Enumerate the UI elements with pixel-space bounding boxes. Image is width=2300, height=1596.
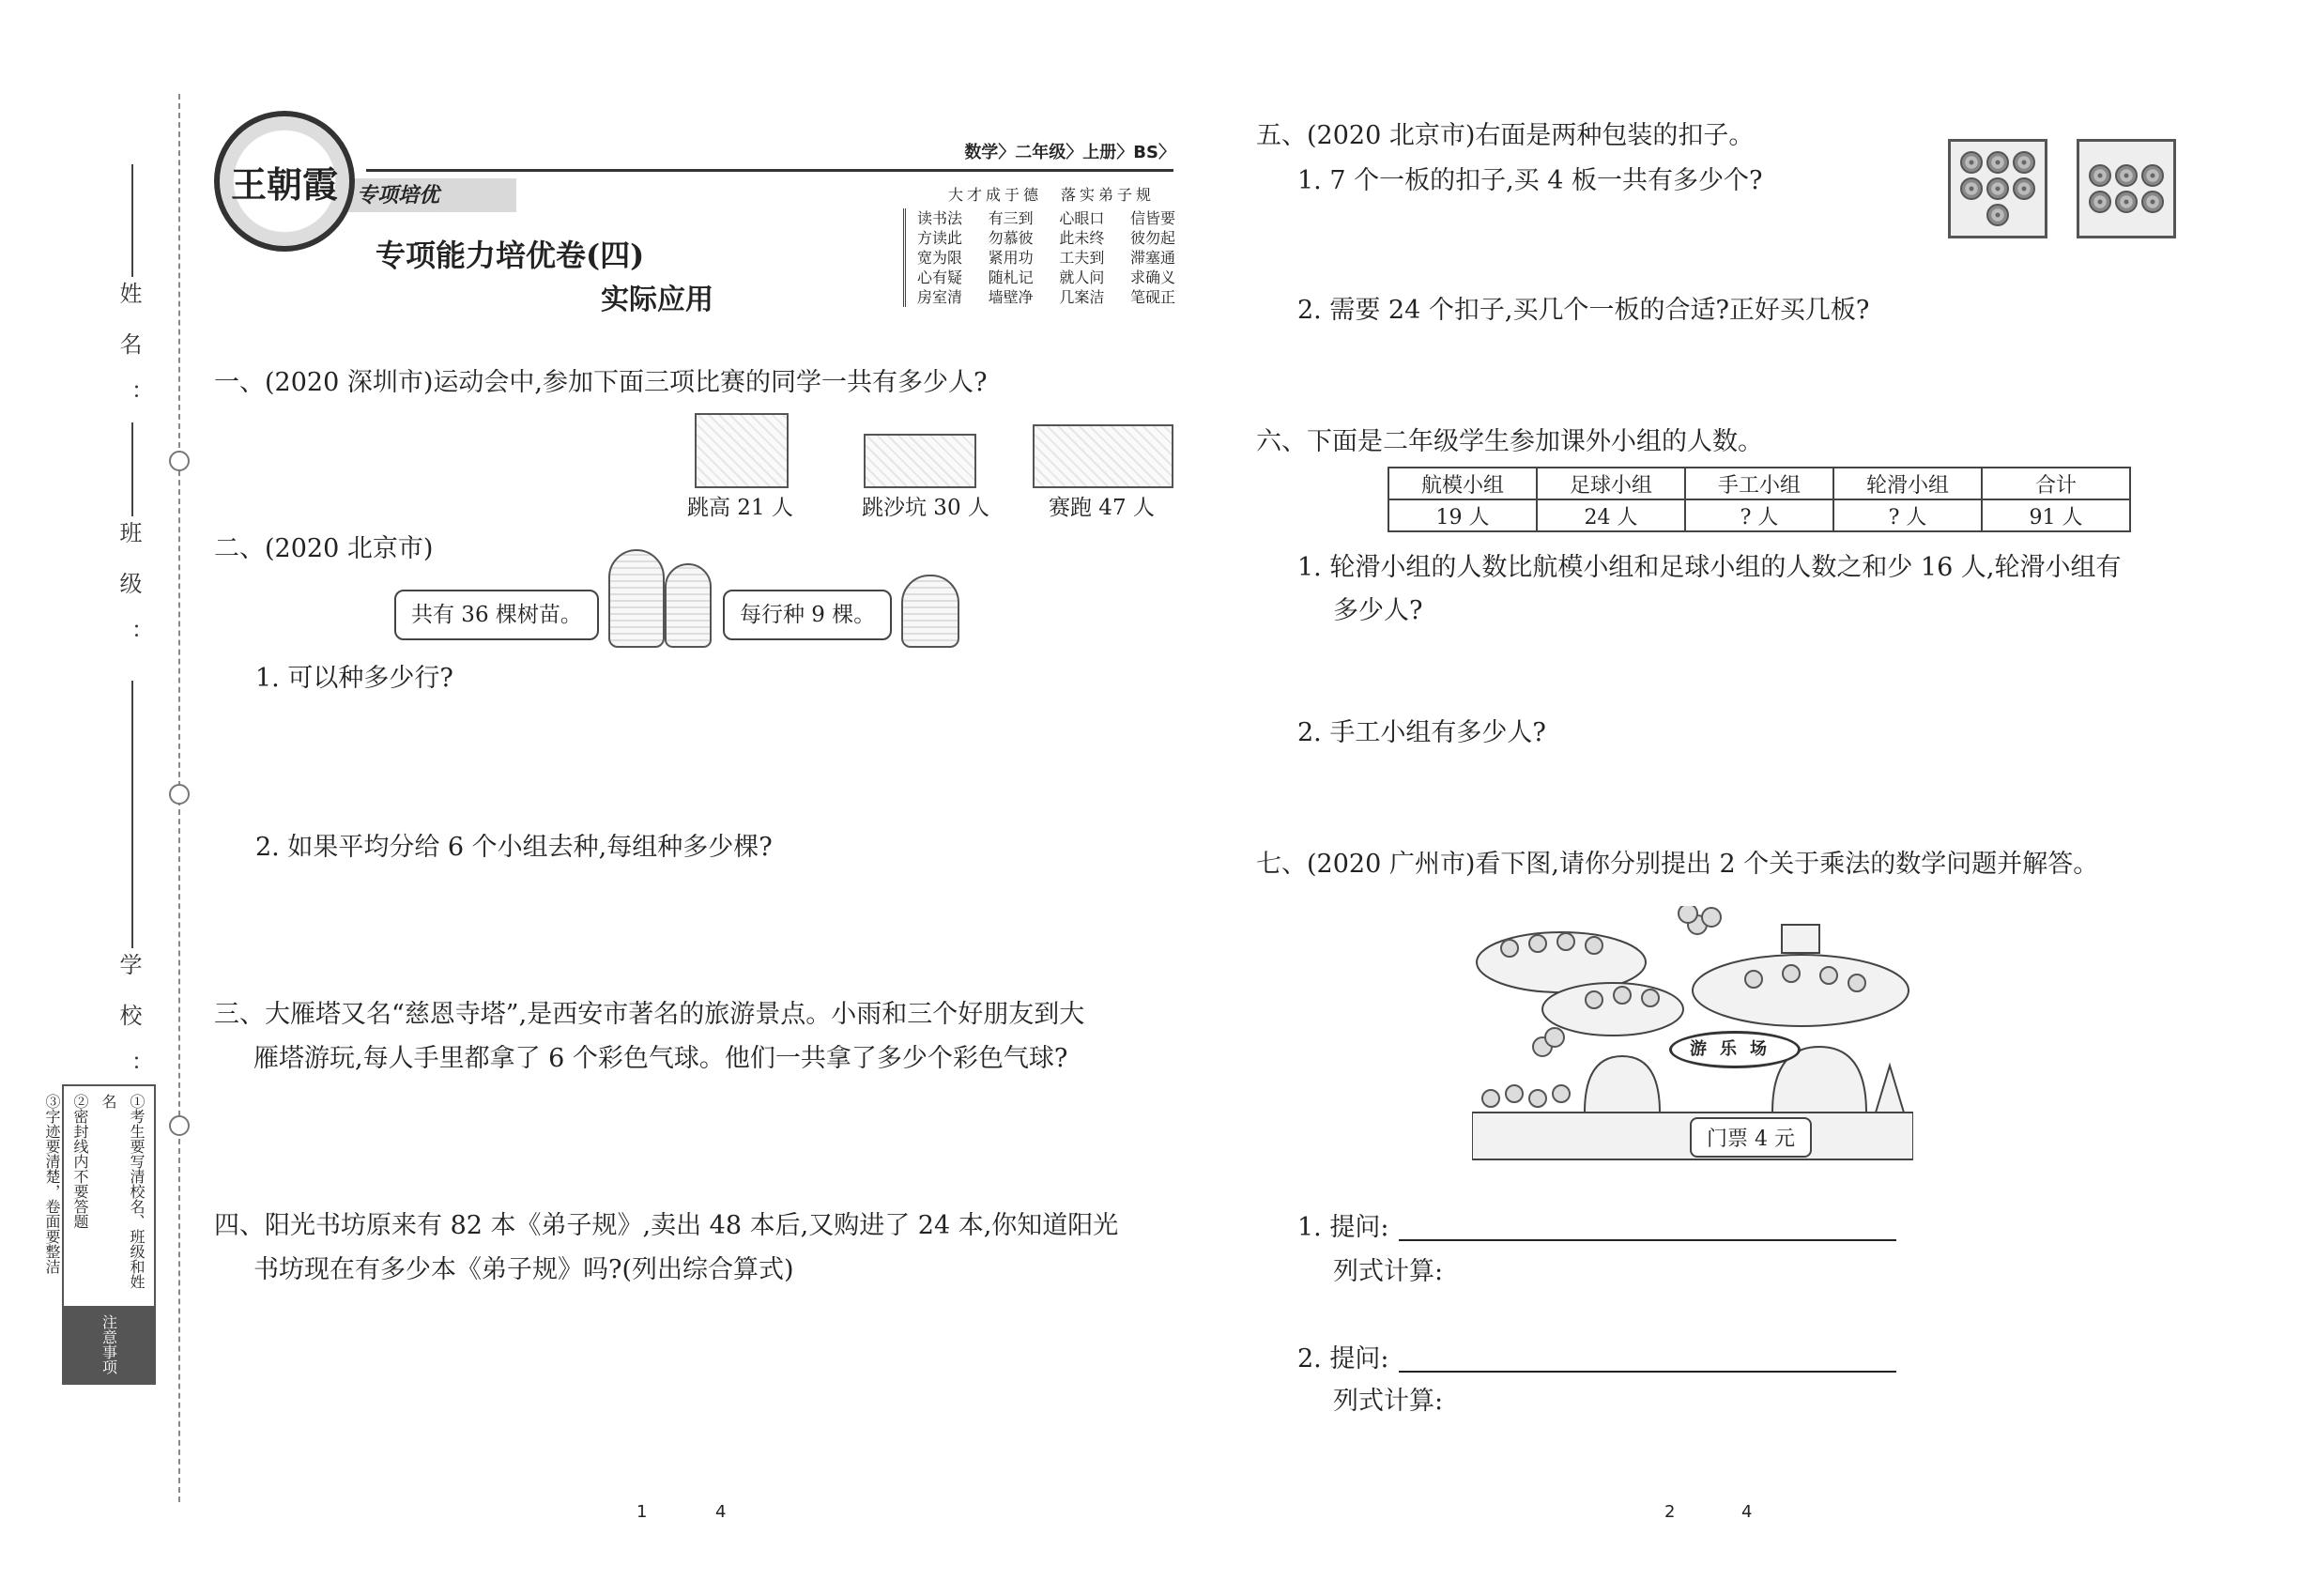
seal-circle xyxy=(169,451,190,471)
question-6-1-line-1: 1. 轮滑小组的人数比航模小组和足球小组的人数之和少 16 人,轮滑小组有 xyxy=(1297,553,2122,582)
boy-picture xyxy=(901,575,959,648)
button-card-six xyxy=(2077,139,2176,238)
table-row xyxy=(1388,499,2130,531)
table-row xyxy=(1388,468,2130,499)
poem-row: 房室清 墙壁净 几案洁 笔砚正 xyxy=(917,288,1175,306)
name-field[interactable] xyxy=(131,164,133,277)
class-field[interactable] xyxy=(131,422,133,516)
logo-text: 王朝霞 xyxy=(230,162,338,206)
table-header-cell: 轮滑小组 xyxy=(1833,468,1982,499)
table-cell: ? 人 xyxy=(1685,499,1833,531)
button-card-seven xyxy=(1948,139,2047,238)
answer-line-2[interactable] xyxy=(1399,1371,1896,1373)
question-5-2: 2. 需要 24 个扣子,买几个一板的合适?正好买几板? xyxy=(1297,296,1870,325)
notice-item: ①考生要写清校名、班级和姓名 xyxy=(100,1094,146,1289)
name-label: 姓名： xyxy=(115,282,142,434)
park-sign: 游乐场 xyxy=(1669,1031,1801,1068)
speech-bubble-rows: 每行种 9 棵。 xyxy=(723,590,892,640)
question-1: 一、(2020 深圳市)运动会中,参加下面三项比赛的同学一共有多少人? xyxy=(214,368,988,397)
child-picture xyxy=(665,563,712,648)
header-rule xyxy=(366,169,1173,172)
table-header-cell: 合计 xyxy=(1982,468,2130,499)
table-header-cell: 手工小组 xyxy=(1685,468,1833,499)
table-cell: 19 人 xyxy=(1388,499,1537,531)
question-5: 五、(2020 北京市)右面是两种包装的扣子。 xyxy=(1256,121,1755,150)
school-label: 学校： xyxy=(115,953,142,1105)
ask-label-2: 2. 提问: xyxy=(1297,1344,1389,1373)
motto: 大才成于德 落实弟子规 xyxy=(948,186,1156,204)
question-4-line-1: 四、阳光书坊原来有 82 本《弟子规》,卖出 48 本后,又购进了 24 本,你知道阳光 xyxy=(214,1211,1119,1240)
notice-item: ③字迹要清楚，卷面要整洁 xyxy=(43,1094,61,1274)
page-subtitle: 实际应用 xyxy=(601,284,713,316)
seal-circle xyxy=(169,1115,190,1136)
calc-label-1: 列式计算: xyxy=(1333,1257,1444,1286)
question-3-line-1: 三、大雁塔又名“慈恩寺塔”,是西安市著名的旅游景点。小雨和三个好朋友到大 xyxy=(214,1000,1085,1029)
ask-label-1: 1. 提问: xyxy=(1297,1213,1389,1242)
question-4-line-2: 书坊现在有多少本《弟子规》吗?(列出综合算式) xyxy=(253,1255,794,1284)
caption-long-jump: 跳沙坑 30 人 xyxy=(862,496,989,520)
question-2: 二、(2020 北京市) xyxy=(214,534,434,563)
child-with-tree-picture xyxy=(608,549,665,648)
table-cell: 91 人 xyxy=(1982,499,2130,531)
notice-head: 注意事项 xyxy=(64,1306,154,1383)
question-7: 七、(2020 广州市)看下图,请你分别提出 2 个关于乘法的数学问题并解答。 xyxy=(1256,850,2099,879)
caption-race: 赛跑 47 人 xyxy=(1049,496,1155,520)
class-label: 班级： xyxy=(115,521,142,673)
race-picture xyxy=(1033,424,1173,488)
poem-row: 心有疑 随札记 就人问 求确义 xyxy=(917,269,1175,286)
table-header-cell: 航模小组 xyxy=(1388,468,1537,499)
table-cell: ? 人 xyxy=(1833,499,1982,531)
notice-box xyxy=(43,1084,156,1385)
page-number: 1 xyxy=(636,1502,648,1522)
question-6-1-line-2: 多少人? xyxy=(1333,596,1423,625)
question-6: 六、下面是二年级学生参加课外小组的人数。 xyxy=(1256,427,1763,456)
caption-high-jump: 跳高 21 人 xyxy=(687,496,793,520)
table-header-cell: 足球小组 xyxy=(1537,468,1685,499)
seal-circle xyxy=(169,784,190,805)
poem-row: 方读此 勿慕彼 此未终 彼勿起 xyxy=(917,229,1175,247)
table-cell: 24 人 xyxy=(1537,499,1685,531)
page-total: 4 xyxy=(715,1502,727,1522)
group-table xyxy=(1388,467,2131,532)
page-total: 4 xyxy=(1741,1502,1753,1522)
poem-row: 读书法 有三到 心眼口 信皆要 xyxy=(917,209,1175,227)
answer-line-1[interactable] xyxy=(1399,1239,1896,1241)
subject-label: 数学〉二年级〉上册〉BS〉 xyxy=(964,143,1175,162)
page-number: 2 xyxy=(1664,1502,1676,1522)
notice-items xyxy=(43,1086,154,1310)
poem-row: 宽为限 紧用功 工夫到 滞塞通 xyxy=(917,249,1175,267)
question-2-2: 2. 如果平均分给 6 个小组去种,每组种多少棵? xyxy=(255,833,773,862)
poem-box xyxy=(903,208,1175,307)
school-field[interactable] xyxy=(131,681,133,948)
notice-item: ②密封线内不要答题 xyxy=(71,1094,89,1229)
special-tag: 专项培优 xyxy=(338,178,516,212)
question-6-2: 2. 手工小组有多少人? xyxy=(1297,718,1546,747)
page-title: 专项能力培优卷(四) xyxy=(376,238,645,273)
speech-bubble-trees: 共有 36 棵树苗。 xyxy=(394,590,599,640)
question-3-line-2: 雁塔游玩,每人手里都拿了 6 个彩色气球。他们一共拿了多少个彩色气球? xyxy=(253,1044,1068,1073)
question-2-1: 1. 可以种多少行? xyxy=(255,664,453,693)
high-jump-picture xyxy=(695,413,789,488)
long-jump-picture xyxy=(864,434,976,488)
question-5-1: 1. 7 个一板的扣子,买 4 板一共有多少个? xyxy=(1297,166,1763,195)
calc-label-2: 列式计算: xyxy=(1333,1387,1444,1416)
ticket-sign: 门票 4 元 xyxy=(1690,1117,1812,1158)
logo xyxy=(214,111,355,252)
